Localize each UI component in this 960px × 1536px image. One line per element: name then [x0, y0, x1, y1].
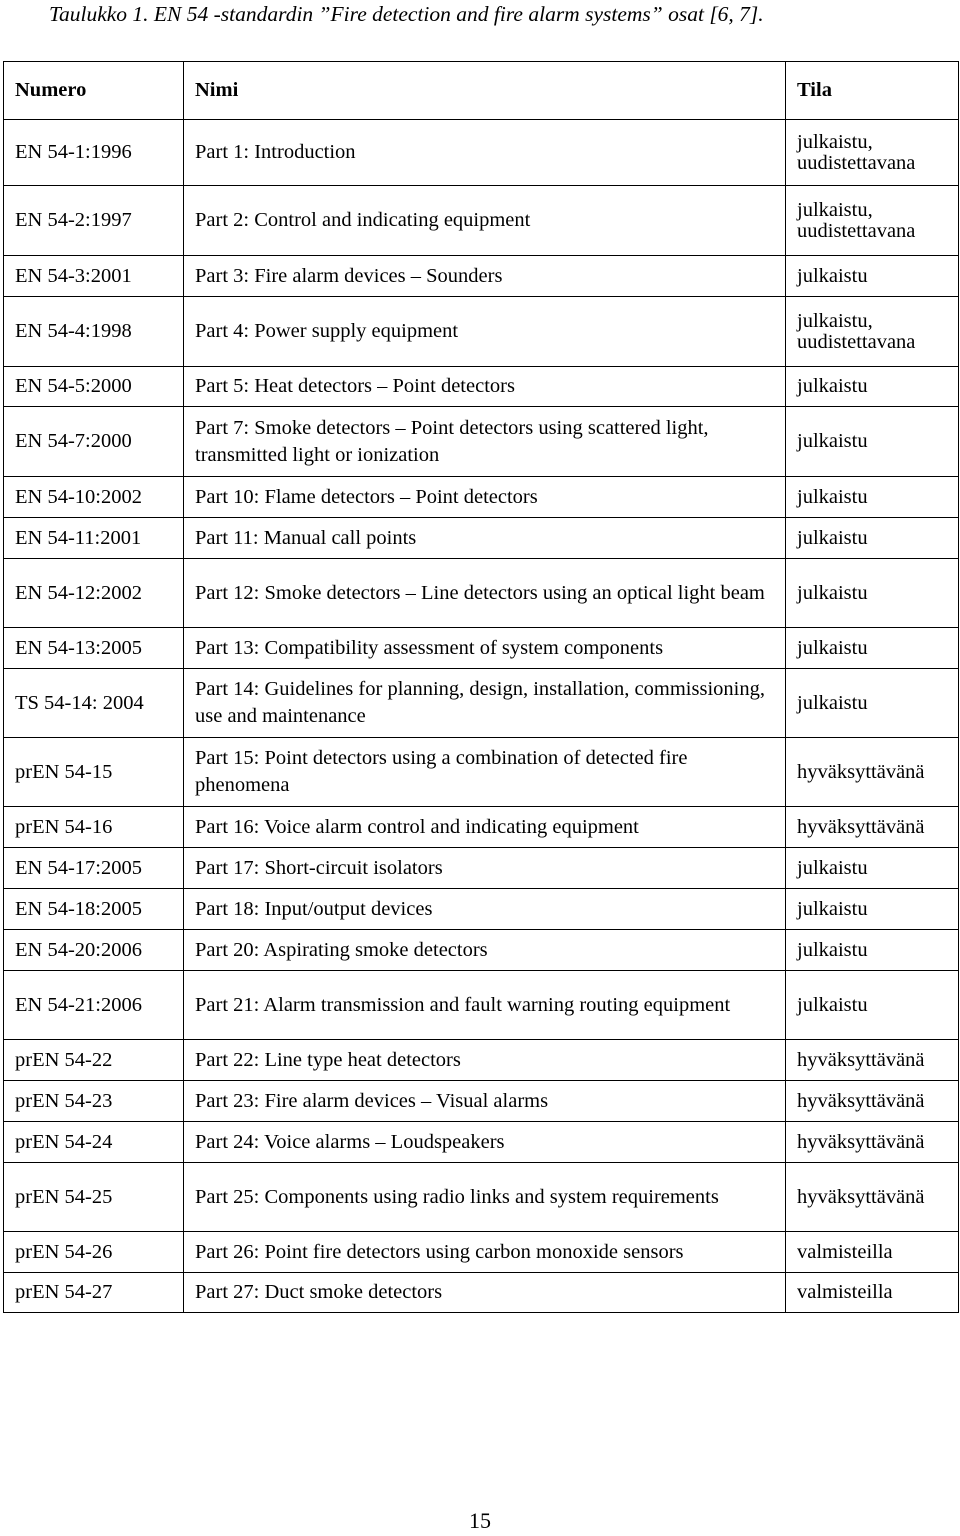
cell-name: Part 22: Line type heat detectors — [184, 1040, 786, 1081]
cell-name: Part 26: Point fire detectors using carbon monoxide sensors — [184, 1232, 786, 1273]
cell-status: valmisteilla — [786, 1232, 959, 1273]
cell-status: valmisteilla — [786, 1273, 959, 1313]
table-row — [4, 1040, 959, 1081]
cell-name: Part 17: Short-circuit isolators — [184, 848, 786, 889]
cell-name: Part 18: Input/output devices — [184, 889, 786, 930]
cell-number: prEN 54-26 — [4, 1232, 184, 1273]
cell-name: Part 11: Manual call points — [184, 518, 786, 559]
cell-number: EN 54-12:2002 — [4, 559, 184, 628]
table-row — [4, 1163, 959, 1232]
table-row — [4, 971, 959, 1040]
cell-name: Part 27: Duct smoke detectors — [184, 1273, 786, 1313]
table-row — [4, 297, 959, 367]
table-row — [4, 518, 959, 559]
cell-status: hyväksyttävänä — [786, 1040, 959, 1081]
table-header-row — [4, 62, 959, 120]
cell-number: EN 54-7:2000 — [4, 407, 184, 477]
cell-status: julkaistu, uudistettavana — [786, 120, 959, 186]
cell-status: hyväksyttävänä — [786, 1163, 959, 1232]
table-row — [4, 559, 959, 628]
cell-number: EN 54-17:2005 — [4, 848, 184, 889]
cell-number: prEN 54-16 — [4, 807, 184, 848]
cell-name: Part 24: Voice alarms – Loudspeakers — [184, 1122, 786, 1163]
cell-status: hyväksyttävänä — [786, 1122, 959, 1163]
table-row — [4, 738, 959, 807]
cell-name: Part 21: Alarm transmission and fault warning routing equipment — [184, 971, 786, 1040]
cell-number: EN 54-1:1996 — [4, 120, 184, 186]
cell-number: EN 54-4:1998 — [4, 297, 184, 367]
cell-number: EN 54-5:2000 — [4, 367, 184, 407]
cell-name: Part 12: Smoke detectors – Line detectors using an optical light beam — [184, 559, 786, 628]
table-row — [4, 407, 959, 477]
cell-number: TS 54-14: 2004 — [4, 669, 184, 738]
table-caption: Taulukko 1. EN 54 -standardin ”Fire detection and fire alarm systems” osat [6, 7]. — [49, 2, 764, 26]
cell-name: Part 25: Components using radio links and system requirements — [184, 1163, 786, 1232]
table-row — [4, 628, 959, 669]
cell-name: Part 13: Compatibility assessment of system components — [184, 628, 786, 669]
table-row — [4, 807, 959, 848]
cell-name: Part 10: Flame detectors – Point detectors — [184, 477, 786, 518]
header-number: Numero — [4, 62, 184, 120]
table-row — [4, 367, 959, 407]
cell-status: julkaistu, uudistettavana — [786, 297, 959, 367]
table-row — [4, 1232, 959, 1273]
cell-number: EN 54-11:2001 — [4, 518, 184, 559]
table-row — [4, 930, 959, 971]
table-row — [4, 477, 959, 518]
table-row — [4, 889, 959, 930]
cell-name: Part 7: Smoke detectors – Point detectors using scattered light, transmitted light or ionization — [184, 407, 786, 477]
cell-number: prEN 54-24 — [4, 1122, 184, 1163]
cell-name: Part 4: Power supply equipment — [184, 297, 786, 367]
cell-name: Part 1: Introduction — [184, 120, 786, 186]
cell-status: julkaistu — [786, 930, 959, 971]
table-row — [4, 186, 959, 256]
table-row — [4, 669, 959, 738]
cell-status: julkaistu — [786, 518, 959, 559]
cell-status: hyväksyttävänä — [786, 807, 959, 848]
cell-name: Part 2: Control and indicating equipment — [184, 186, 786, 256]
cell-status: julkaistu — [786, 628, 959, 669]
cell-status: hyväksyttävänä — [786, 738, 959, 807]
cell-name: Part 3: Fire alarm devices – Sounders — [184, 256, 786, 297]
cell-number: EN 54-20:2006 — [4, 930, 184, 971]
cell-number: prEN 54-23 — [4, 1081, 184, 1122]
header-status: Tila — [786, 62, 959, 120]
cell-status: julkaistu — [786, 889, 959, 930]
cell-name: Part 20: Aspirating smoke detectors — [184, 930, 786, 971]
cell-number: prEN 54-27 — [4, 1273, 184, 1313]
cell-status: hyväksyttävänä — [786, 1081, 959, 1122]
table-row — [4, 256, 959, 297]
cell-name: Part 16: Voice alarm control and indicating equipment — [184, 807, 786, 848]
cell-status: julkaistu — [786, 848, 959, 889]
cell-number: EN 54-3:2001 — [4, 256, 184, 297]
cell-status: julkaistu — [786, 669, 959, 738]
header-name: Nimi — [184, 62, 786, 120]
cell-status: julkaistu — [786, 477, 959, 518]
table-row — [4, 848, 959, 889]
cell-number: EN 54-18:2005 — [4, 889, 184, 930]
cell-number: EN 54-2:1997 — [4, 186, 184, 256]
cell-status: julkaistu — [786, 256, 959, 297]
cell-status: julkaistu — [786, 971, 959, 1040]
cell-name: Part 23: Fire alarm devices – Visual alarms — [184, 1081, 786, 1122]
cell-number: prEN 54-15 — [4, 738, 184, 807]
page-number: 15 — [469, 1508, 491, 1533]
cell-name: Part 14: Guidelines for planning, design, installation, commissioning, use and maintenance — [184, 669, 786, 738]
cell-number: EN 54-10:2002 — [4, 477, 184, 518]
cell-status: julkaistu, uudistettavana — [786, 186, 959, 256]
en54-parts-table — [3, 61, 959, 1313]
cell-status: julkaistu — [786, 559, 959, 628]
table-row — [4, 1122, 959, 1163]
cell-name: Part 15: Point detectors using a combination of detected fire phenomena — [184, 738, 786, 807]
table-row — [4, 1081, 959, 1122]
cell-name: Part 5: Heat detectors – Point detectors — [184, 367, 786, 407]
cell-number: EN 54-13:2005 — [4, 628, 184, 669]
table-row — [4, 120, 959, 186]
table-row — [4, 1273, 959, 1313]
cell-status: julkaistu — [786, 367, 959, 407]
cell-number: prEN 54-25 — [4, 1163, 184, 1232]
cell-status: julkaistu — [786, 407, 959, 477]
cell-number: prEN 54-22 — [4, 1040, 184, 1081]
cell-number: EN 54-21:2006 — [4, 971, 184, 1040]
